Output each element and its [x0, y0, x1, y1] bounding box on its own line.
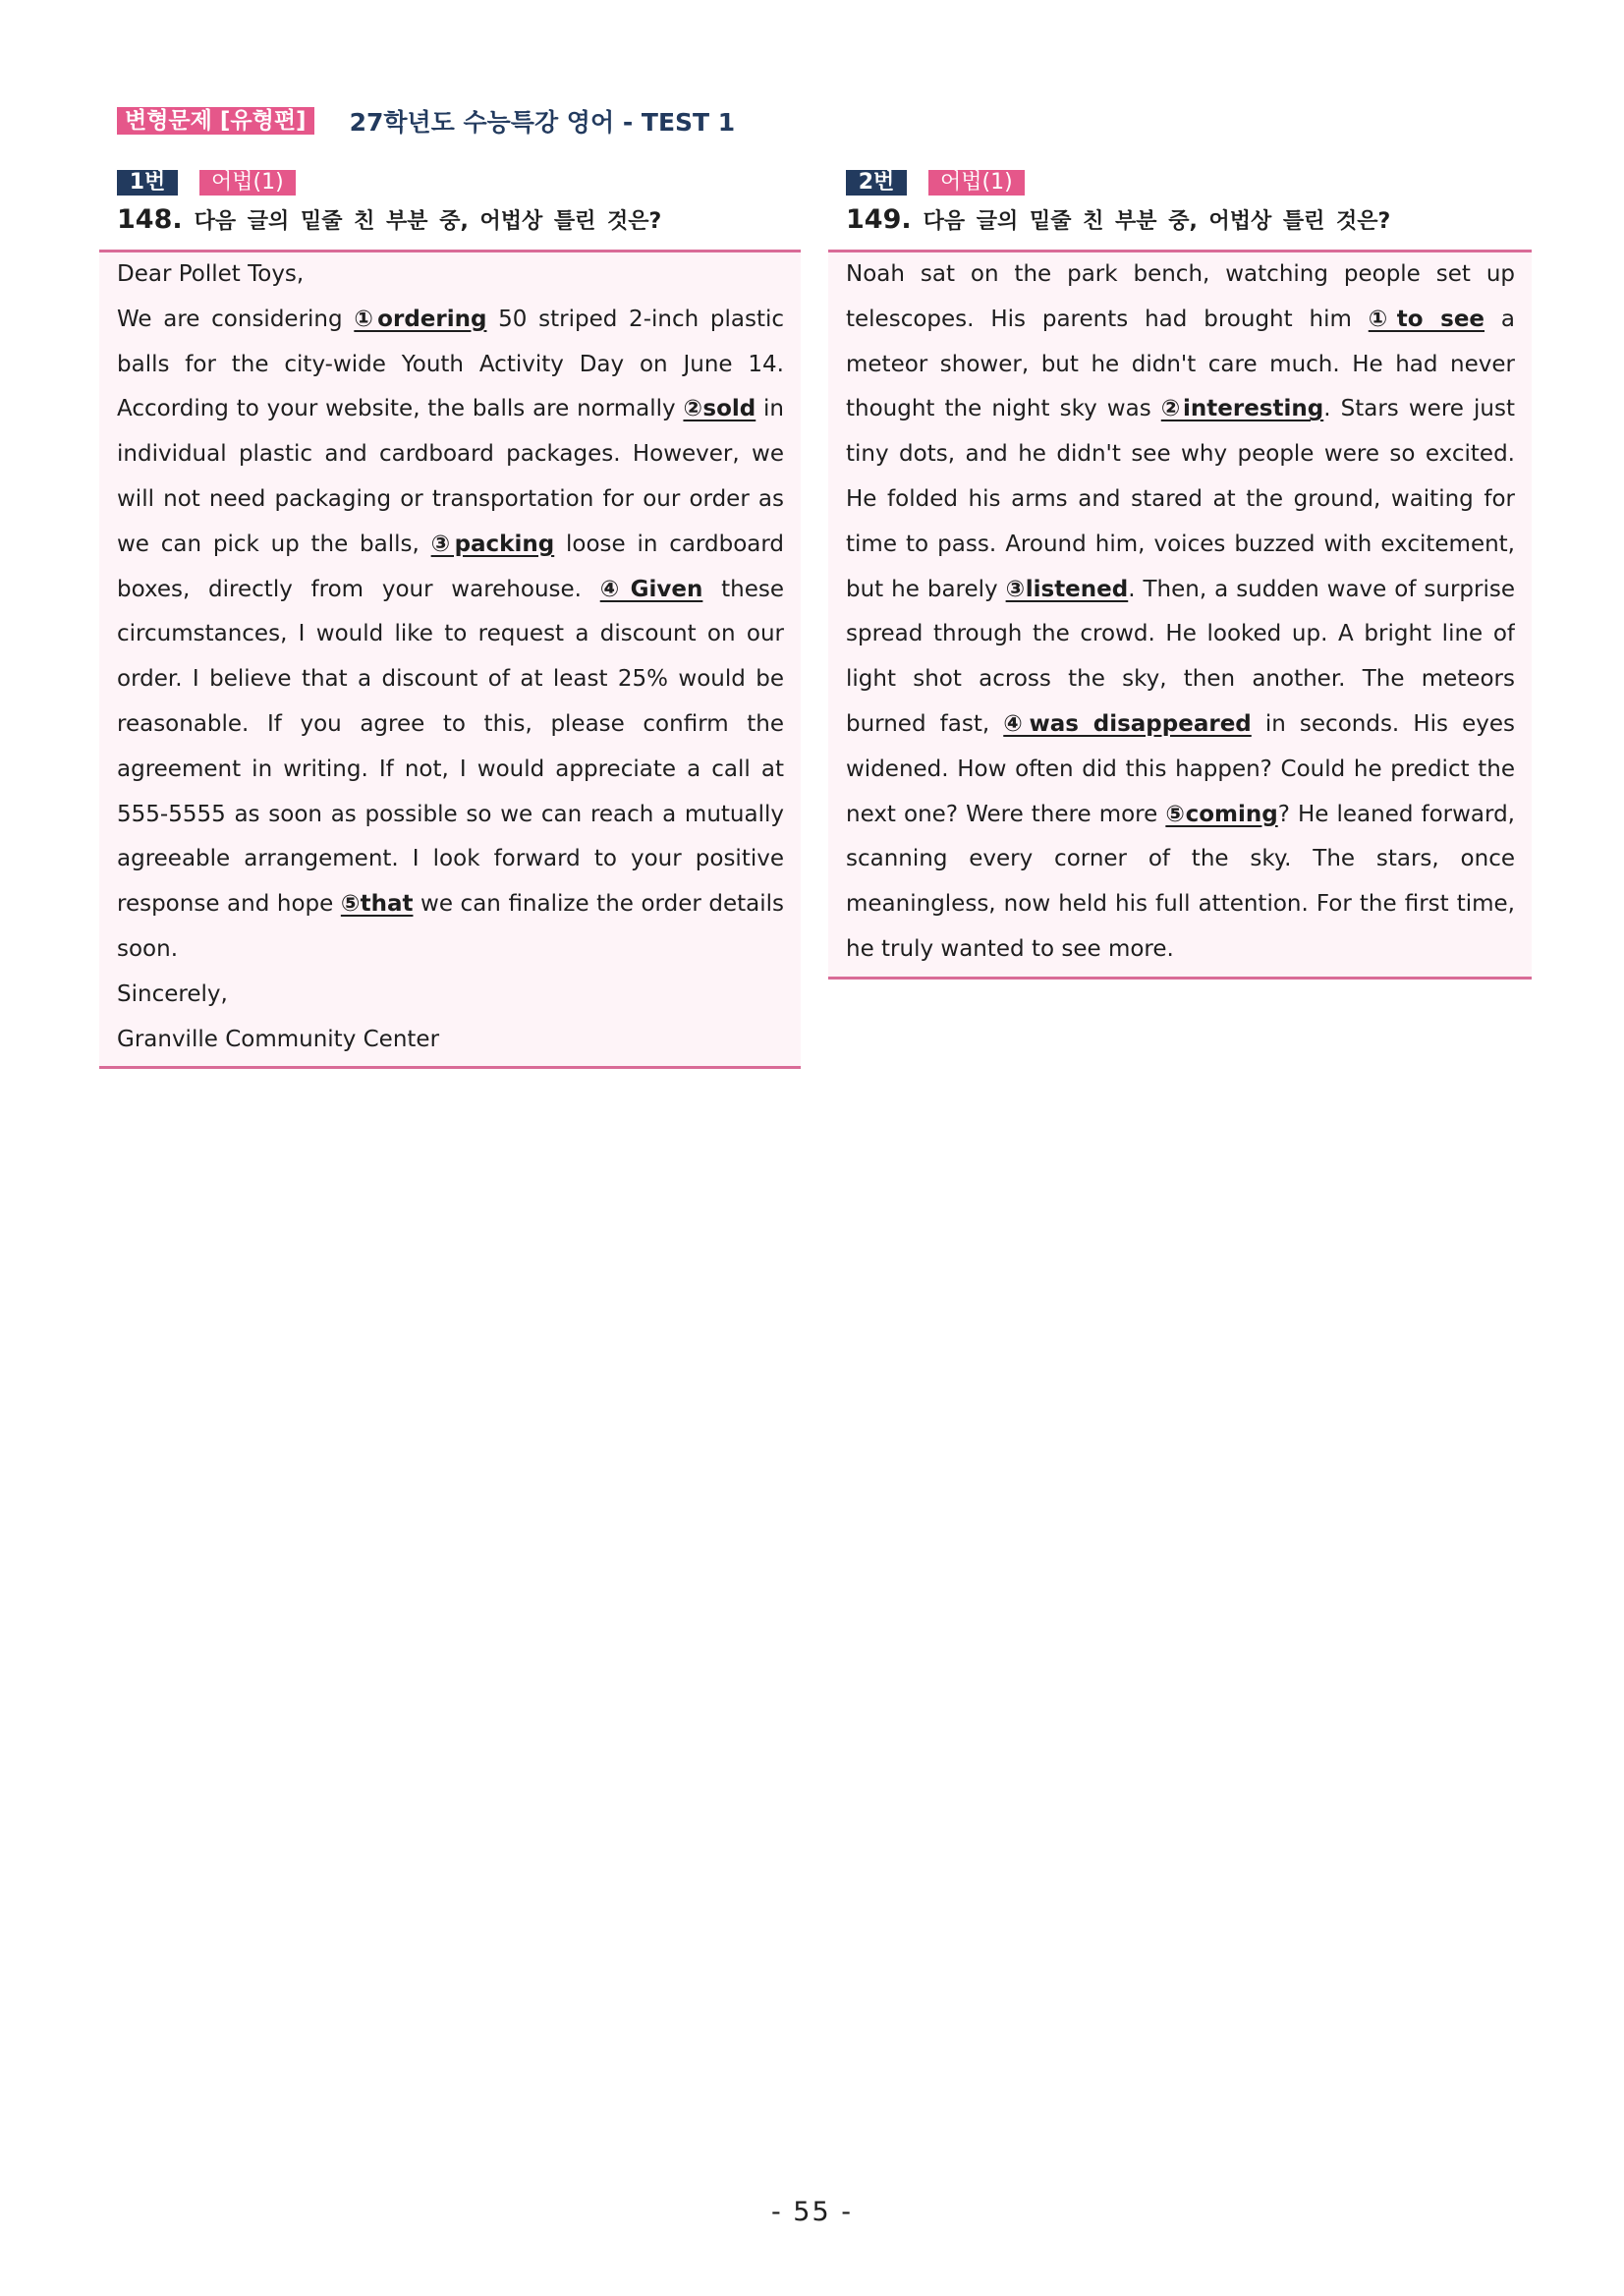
question-text: 다음 글의 밑줄 친 부분 중, 어법상 틀린 것은?	[923, 209, 1391, 234]
question-block-1	[99, 169, 801, 1069]
passage-line	[846, 432, 1515, 477]
passage-text: individual plastic and cardboard packages. However, we	[117, 441, 784, 468]
passage-line	[117, 973, 784, 1018]
passage-text: boxes, directly from your warehouse.	[117, 576, 600, 602]
passage-line	[846, 343, 1515, 388]
passage-text: balls for the city-wide Youth Activity Day on June 14.	[117, 351, 784, 377]
underlined-choice: ④was disappeared	[1003, 710, 1252, 737]
passage-text: we can finalize the order details	[413, 891, 784, 918]
passage-line	[117, 793, 784, 838]
passage-line	[117, 612, 784, 657]
passage-text: . Stars were just	[1323, 396, 1515, 422]
underlined-choice: ⑤that	[340, 891, 414, 918]
passage-text: response and hope	[117, 891, 341, 918]
passage-line	[117, 298, 784, 343]
passage-line	[117, 1018, 784, 1063]
passage-box	[828, 250, 1532, 980]
page-header	[117, 104, 735, 138]
question-type-tag: 어법(1)	[928, 170, 1025, 196]
passage-line	[846, 252, 1515, 298]
question-block-2	[828, 169, 1532, 980]
passage-text: He folded his arms and stared at the ground, waiting for	[846, 485, 1515, 512]
question-labels	[828, 169, 1532, 196]
question-number: 148.	[117, 204, 183, 235]
passage-text: circumstances, I would like to request a discount on our	[117, 621, 784, 647]
passage-line	[117, 477, 784, 523]
passage-text: but he barely	[846, 576, 1006, 602]
underlined-choice: ③packing	[430, 531, 555, 557]
passage-box	[99, 250, 801, 1069]
passage-text: in seconds. His eyes	[1251, 710, 1515, 737]
passage-line	[846, 387, 1515, 432]
passage-text: order. I believe that a discount of at least 25% would be	[117, 666, 784, 693]
passage-text: telescopes. His parents had brought him	[846, 306, 1369, 332]
passage-text: a	[1484, 306, 1515, 332]
passage-line	[117, 523, 784, 568]
passage-text: will not need packaging or transportation for our order as	[117, 485, 784, 512]
passage-text: tiny dots, and he didn't see why people were so excited.	[846, 441, 1515, 468]
passage-text: ? He leaned forward,	[1277, 801, 1515, 827]
underlined-choice: ②interesting	[1160, 396, 1324, 422]
passage-line	[117, 657, 784, 702]
passage-line	[117, 343, 784, 388]
question-number-tag: 1번	[117, 170, 178, 196]
passage-line	[117, 837, 784, 882]
passage-line	[846, 657, 1515, 702]
passage-text: we can pick up the balls,	[117, 531, 431, 557]
header-title: 27학년도 수능특강 영어 - TEST 1	[349, 108, 736, 137]
passage-text: Noah sat on the park bench, watching people set up	[846, 261, 1515, 287]
passage-text: According to your website, the balls are normally	[117, 396, 684, 422]
passage-text: scanning every corner of the sky. The stars, once	[846, 846, 1515, 872]
underlined-choice: ①ordering	[354, 306, 487, 332]
question-number: 149.	[846, 204, 912, 235]
underlined-choice: ①to see	[1368, 306, 1485, 332]
question-number-tag: 2번	[846, 170, 907, 196]
passage-line	[117, 702, 784, 748]
passage-line	[846, 568, 1515, 613]
passage-text: in	[756, 396, 784, 422]
passage-line	[846, 477, 1515, 523]
passage-text: meaningless, now held his full attention. For the first time,	[846, 891, 1515, 918]
passage-text: meteor shower, but he didn't care much. He had never	[846, 351, 1515, 377]
question-prompt	[828, 204, 1532, 244]
passage-text: these	[702, 576, 784, 602]
passage-line	[846, 927, 1515, 973]
passage-line	[846, 882, 1515, 927]
passage-text: spread through the crowd. He looked up. A bright line of	[846, 621, 1515, 647]
underlined-choice: ④Given	[599, 576, 703, 602]
passage-line	[117, 568, 784, 613]
underlined-choice: ②sold	[683, 396, 756, 422]
passage-text: 555-5555 as soon as possible so we can reach a mutually	[117, 801, 784, 827]
passage-text: light shot across the sky, then another. The meteors	[846, 666, 1515, 693]
passage-text: Sincerely,	[117, 980, 228, 1007]
passage-text: Dear Pollet Toys,	[117, 261, 305, 287]
passage-text: burned fast,	[846, 710, 1004, 737]
question-type-tag: 어법(1)	[199, 170, 296, 196]
underlined-choice: ⑤coming	[1165, 801, 1278, 827]
question-text: 다음 글의 밑줄 친 부분 중, 어법상 틀린 것은?	[194, 209, 662, 234]
passage-text: thought the night sky was	[846, 396, 1161, 422]
passage-line	[846, 793, 1515, 838]
passage-line	[117, 882, 784, 927]
passage-text: next one? Were there more	[846, 801, 1166, 827]
passage-text: We are considering	[117, 306, 355, 332]
passage-text: he truly wanted to see more.	[846, 935, 1174, 962]
passage-line	[117, 252, 784, 298]
passage-line	[846, 523, 1515, 568]
passage-text: agreeable arrangement. I look forward to your positive	[117, 846, 784, 872]
passage-line	[117, 748, 784, 793]
question-prompt	[99, 204, 801, 244]
passage-text: 50 striped 2-inch plastic	[486, 306, 784, 332]
passage-line	[846, 298, 1515, 343]
question-labels	[99, 169, 801, 196]
passage-line	[117, 387, 784, 432]
header-tag: 변형문제 [유형편]	[117, 107, 314, 135]
passage-line	[117, 432, 784, 477]
passage-line	[846, 702, 1515, 748]
passage-text: widened. How often did this happen? Could he predict the	[846, 756, 1515, 782]
passage-text: Granville Community Center	[117, 1026, 440, 1052]
passage-text: time to pass. Around him, voices buzzed with excitement,	[846, 531, 1515, 557]
passage-text: . Then, a sudden wave of surprise	[1128, 576, 1515, 602]
passage-line	[846, 612, 1515, 657]
passage-text: reasonable. If you agree to this, please confirm the	[117, 710, 784, 737]
passage-text: agreement in writing. If not, I would appreciate a call at	[117, 756, 784, 782]
page-number: - 55 -	[770, 2197, 853, 2227]
passage-text: loose in cardboard	[554, 531, 784, 557]
passage-line	[846, 748, 1515, 793]
passage-line	[117, 927, 784, 973]
underlined-choice: ③listened	[1005, 576, 1129, 602]
passage-line	[846, 837, 1515, 882]
passage-text: soon.	[117, 935, 179, 962]
